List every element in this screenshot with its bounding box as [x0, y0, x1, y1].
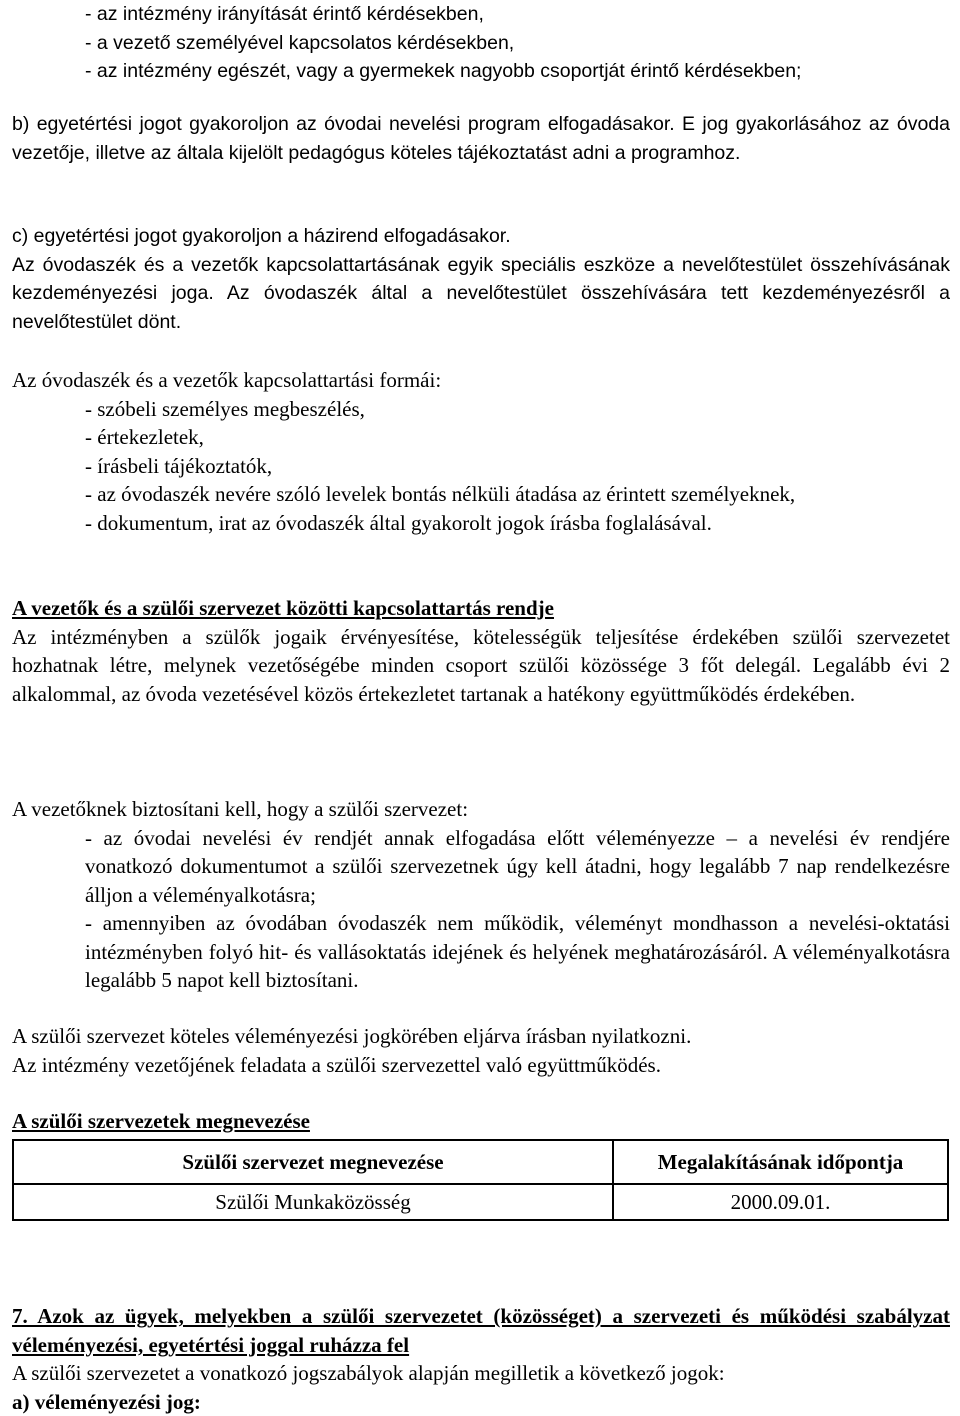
section-body: Az intézményben a szülők jogaik érvényesítése, kötelességük teljesítése érdekében szülői szervezetet hozhatnak létre, melynek vezetőségébe minden csoport szülői közössége 3 főt delegál. Legalább évi 2 alkalommal, az óvoda vezetésével közös értekezletet tartanak a hatékony együttműködés érdekében. [12, 624, 950, 706]
list-item: - írásbeli tájékoztatók, [85, 453, 273, 478]
table-header-cell: Megalakításának időpontja [613, 1140, 948, 1184]
paragraph-c-first: c) egyetértési jogot gyakoroljon a házirend elfogadásakor. [12, 225, 511, 247]
section-body: A szülői szervezetet a vonatkozó jogszabályok alapján megilletik a következő jogok: [12, 1361, 725, 1385]
section-parent-orgs [12, 1107, 950, 1136]
closing-line: Az intézmény vezetőjének feladata a szülői szervezettel való együttműködés. [12, 1052, 661, 1077]
list-item: - értekezletek, [85, 425, 204, 449]
table-cell: 2000.09.01. [613, 1184, 948, 1220]
list-item: - az intézmény egészét, vagy a gyermekek nagyobb csoportját érintő kérdésekben; [85, 60, 802, 82]
top-list [12, 0, 950, 86]
closing-line: A szülői szervezet köteles véleményezési jogkörében eljárva írásban nyilatkozni. [12, 1024, 692, 1048]
paragraph-c [12, 222, 950, 336]
list-item: - az óvodai nevelési év rendjét annak elfogadása előtt véleményezze – a nevelési év rendjére vonatkozó dokumentumot a szülői szervezetnek úgy kell átadni, hogy legalább 7 nap rendelkezésre álljon a véleményalkotásra; [85, 825, 950, 907]
section-heading: A szülői szervezetek megnevezése [12, 1109, 310, 1133]
parent-org-table [12, 1139, 949, 1221]
table-header-row [13, 1140, 948, 1184]
section-intro: A vezetőknek biztosítani kell, hogy a szülői szervezet: [12, 797, 469, 821]
parent-org-table-wrap [12, 1139, 950, 1221]
list-item: - a vezető személyével kapcsolatos kérdésekben, [85, 31, 515, 54]
table-row [13, 1184, 948, 1220]
forms-intro: Az óvodaszék és a vezetők kapcsolattartási formái: [12, 368, 442, 392]
paragraph-b: b) egyetértési jogot gyakoroljon az óvodai nevelési program elfogadásakor. E jog gyakorlásához az óvoda vezetője, illetve az általa kijelölt pedagógus köteles tájékoztatást adni a programhoz. [12, 113, 950, 164]
section-guarantees [12, 795, 950, 995]
paragraph-c-continuation: Az óvodaszék és a vezetők kapcsolattartásának egyik speciális eszköze a nevelőtestület összehívásának kezdeményezési joga. Az óvodaszék által a nevelőtestület összehívására tett kezdeményezésről a nevelőtestület dönt. [12, 253, 950, 333]
list-item: - szóbeli személyes megbeszélés, [85, 396, 365, 421]
forms-block [12, 366, 950, 537]
list-item: - dokumentum, irat az óvodaszék által gyakorolt jogok írásba foglalásával. [85, 510, 712, 535]
section-parents-relation [12, 594, 950, 708]
section-heading: A vezetők és a szülői szervezet közötti kapcsolattartás rendje [12, 596, 554, 620]
list-item: - az intézmény irányítását érintő kérdésekben, [85, 3, 484, 25]
table-header-cell: Szülői szervezet megnevezése [13, 1140, 613, 1184]
list-item: - amennyiben az óvodában óvodaszék nem működik, véleményt mondhasson a nevelési-oktatási intézményben folyó hit- és vallásoktatás idejének és helyének meghatározásáról. A véleményalkotásra legalább 5 napot kell biztosítani. [85, 911, 950, 992]
section-subheading: a) véleményezési jog: [12, 1389, 201, 1414]
table-cell: Szülői Munkaközösség [13, 1184, 613, 1220]
list-item: - az óvodaszék nevére szóló levelek bontás nélküli átadása az érintett személyeknek, [85, 482, 796, 506]
section-7 [12, 1302, 950, 1416]
section-heading: 7. Azok az ügyek, melyekben a szülői szervezetet (közösséget) a szervezeti és működési szabályzat véleményezési, egyetértési joggal ruházza fel [12, 1304, 950, 1357]
section-closing [12, 1022, 950, 1079]
